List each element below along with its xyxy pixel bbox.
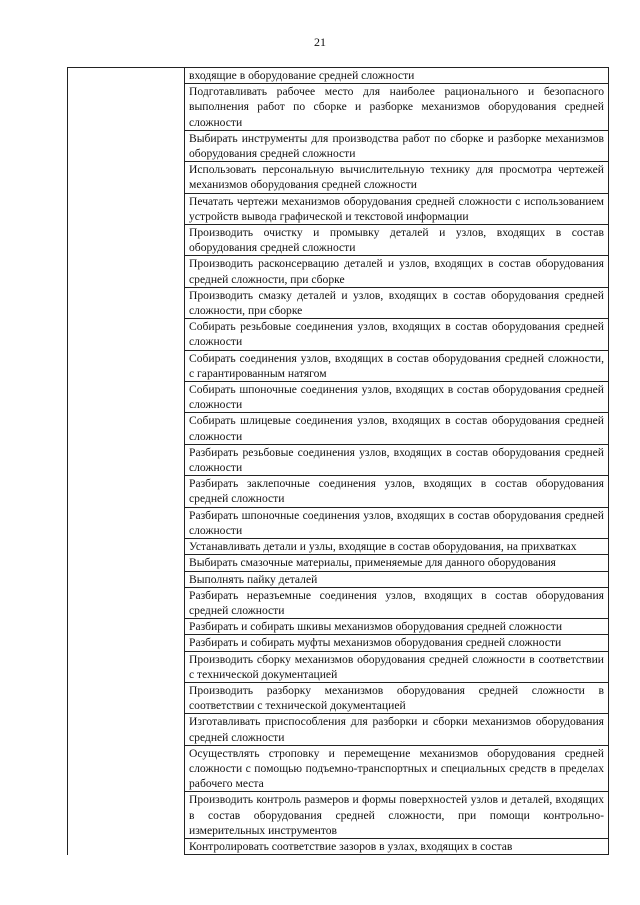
row-label-cell bbox=[68, 838, 185, 854]
row-label-cell bbox=[68, 413, 185, 444]
row-label-cell bbox=[68, 619, 185, 635]
row-text-cell: Производить расконсервацию деталей и узлов, входящих в состав оборудования средней сложности, при сборке bbox=[185, 256, 609, 287]
row-text-cell: Контролировать соответствие зазоров в узлах, входящих в состав bbox=[185, 838, 609, 854]
table-row bbox=[68, 476, 609, 507]
row-label-cell bbox=[68, 571, 185, 587]
table-row bbox=[68, 193, 609, 224]
row-text-cell: Разбирать шпоночные соединения узлов, входящих в состав оборудования средней сложности bbox=[185, 507, 609, 538]
table-row bbox=[68, 838, 609, 854]
row-label-cell bbox=[68, 539, 185, 555]
table-row bbox=[68, 68, 609, 84]
row-text-cell: Разбирать неразъемные соединения узлов, входящих в состав оборудования средней сложности bbox=[185, 587, 609, 618]
row-label-cell bbox=[68, 507, 185, 538]
table-row bbox=[68, 162, 609, 193]
row-text-cell: Использовать персональную вычислительную технику для просмотра чертежей механизмов оборудования средней сложности bbox=[185, 162, 609, 193]
row-label-cell bbox=[68, 350, 185, 381]
row-text-cell: Осуществлять строповку и перемещение механизмов оборудования средней сложности с помощью подъемно-транспортных и специальных средств в пределах рабочего места bbox=[185, 745, 609, 792]
table-row bbox=[68, 635, 609, 651]
row-text-cell: Выполнять пайку деталей bbox=[185, 571, 609, 587]
row-text-cell: Производить очистку и промывку деталей и узлов, входящих в состав оборудования средней сложности bbox=[185, 225, 609, 256]
row-text-cell: Собирать шлицевые соединения узлов, входящих в состав оборудования средней сложности bbox=[185, 413, 609, 444]
row-label-cell bbox=[68, 444, 185, 475]
row-label-cell bbox=[68, 84, 185, 131]
row-label-cell bbox=[68, 68, 185, 84]
table-row bbox=[68, 287, 609, 318]
table-row bbox=[68, 745, 609, 792]
row-text-cell: Производить смазку деталей и узлов, входящих в состав оборудования средней сложности, при сборке bbox=[185, 287, 609, 318]
row-label-cell bbox=[68, 382, 185, 413]
table-row bbox=[68, 714, 609, 745]
row-text-cell: Подготавливать рабочее место для наиболее рационального и безопасного выполнения работ по сборке и разборке механизмов оборудования средней сложности bbox=[185, 84, 609, 131]
table-row bbox=[68, 571, 609, 587]
row-text-cell: Устанавливать детали и узлы, входящие в состав оборудования, на прихватках bbox=[185, 539, 609, 555]
row-label-cell bbox=[68, 792, 185, 839]
row-text-cell: Производить контроль размеров и формы поверхностей узлов и деталей, входящих в состав оборудования средней сложности, при помощи контрольно-измерительных инструментов bbox=[185, 792, 609, 839]
row-text-cell: Производить сборку механизмов оборудования средней сложности в соответствии с технической документацией bbox=[185, 651, 609, 682]
table-row bbox=[68, 555, 609, 571]
table-row bbox=[68, 130, 609, 161]
row-label-cell bbox=[68, 651, 185, 682]
row-label-cell bbox=[68, 193, 185, 224]
row-text-cell: Разбирать и собирать муфты механизмов оборудования средней сложности bbox=[185, 635, 609, 651]
table-row bbox=[68, 792, 609, 839]
row-text-cell: Производить разборку механизмов оборудования средней сложности в соответствии с технической документацией bbox=[185, 682, 609, 713]
row-label-cell bbox=[68, 287, 185, 318]
row-text-cell: Разбирать и собирать шкивы механизмов оборудования средней сложности bbox=[185, 619, 609, 635]
table-row bbox=[68, 319, 609, 350]
row-label-cell bbox=[68, 130, 185, 161]
row-label-cell bbox=[68, 256, 185, 287]
row-label-cell bbox=[68, 714, 185, 745]
table-row bbox=[68, 682, 609, 713]
row-text-cell: Собирать резьбовые соединения узлов, входящих в состав оборудования средней сложности bbox=[185, 319, 609, 350]
row-label-cell bbox=[68, 555, 185, 571]
row-label-cell bbox=[68, 225, 185, 256]
table-row bbox=[68, 382, 609, 413]
row-label-cell bbox=[68, 587, 185, 618]
table-row bbox=[68, 350, 609, 381]
row-text-cell: Выбирать инструменты для производства работ по сборке и разборке механизмов оборудования средней сложности bbox=[185, 130, 609, 161]
table-row bbox=[68, 413, 609, 444]
table-row bbox=[68, 256, 609, 287]
table-row bbox=[68, 651, 609, 682]
row-text-cell: Выбирать смазочные материалы, применяемые для данного оборудования bbox=[185, 555, 609, 571]
row-text-cell: Собирать соединения узлов, входящих в состав оборудования средней сложности, с гарантированным натягом bbox=[185, 350, 609, 381]
row-text-cell: Разбирать резьбовые соединения узлов, входящих в состав оборудования средней сложности bbox=[185, 444, 609, 475]
row-text-cell: Печатать чертежи механизмов оборудования средней сложности с использованием устройств вывода графической и текстовой информации bbox=[185, 193, 609, 224]
row-text-cell: Изготавливать приспособления для разборки и сборки механизмов оборудования средней сложности bbox=[185, 714, 609, 745]
skills-table bbox=[67, 67, 609, 855]
row-label-cell bbox=[68, 635, 185, 651]
page-number: 21 bbox=[314, 35, 326, 49]
row-label-cell bbox=[68, 745, 185, 792]
row-label-cell bbox=[68, 319, 185, 350]
table-row bbox=[68, 619, 609, 635]
row-label-cell bbox=[68, 682, 185, 713]
row-text-cell: входящие в оборудование средней сложности bbox=[185, 68, 609, 84]
table-row bbox=[68, 539, 609, 555]
table-row bbox=[68, 444, 609, 475]
skills-table-body bbox=[68, 68, 609, 855]
row-text-cell: Разбирать заклепочные соединения узлов, входящих в состав оборудования средней сложности bbox=[185, 476, 609, 507]
row-label-cell bbox=[68, 162, 185, 193]
row-label-cell bbox=[68, 476, 185, 507]
table-row bbox=[68, 587, 609, 618]
table-row bbox=[68, 507, 609, 538]
table-row bbox=[68, 225, 609, 256]
row-text-cell: Собирать шпоночные соединения узлов, входящих в состав оборудования средней сложности bbox=[185, 382, 609, 413]
table-row bbox=[68, 84, 609, 131]
